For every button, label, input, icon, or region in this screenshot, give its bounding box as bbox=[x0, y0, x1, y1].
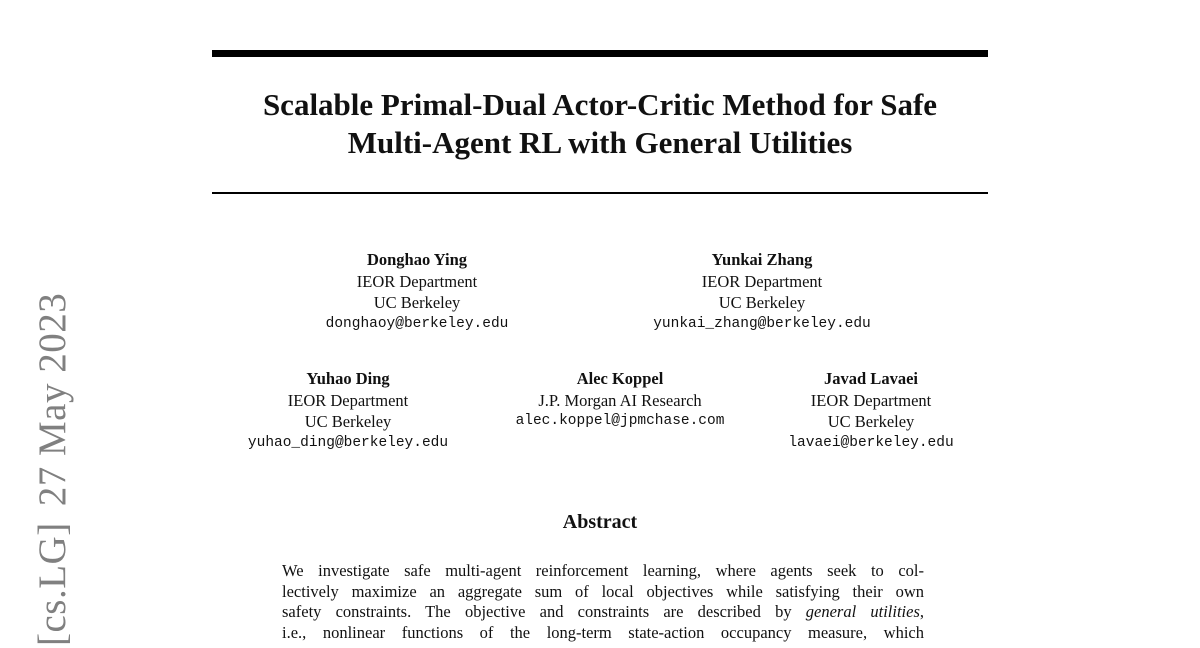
abstract-emphasis: general utilities bbox=[805, 602, 920, 621]
arxiv-date: 27 May 2023 bbox=[31, 292, 74, 507]
author-institution: UC Berkeley bbox=[304, 412, 392, 431]
author-name: Alec Koppel bbox=[576, 369, 664, 388]
abstract-line-tail: , bbox=[919, 602, 925, 621]
abstract-body bbox=[282, 561, 924, 643]
author-department: IEOR Department bbox=[356, 271, 478, 291]
title-bottom-rule bbox=[212, 192, 988, 194]
paper-title bbox=[212, 86, 988, 162]
abstract-line: i.e., nonlinear functions of the long-term state-action occupancy measure, which bbox=[282, 622, 924, 642]
author-name: Javad Lavaei bbox=[824, 369, 918, 388]
author-block bbox=[326, 249, 509, 335]
author-email: lavaei@berkeley.edu bbox=[788, 434, 954, 451]
author-name: Donghao Ying bbox=[366, 250, 468, 269]
author-name: Yuhao Ding bbox=[306, 369, 390, 388]
paper-title-line-2: Multi-Agent RL with General Utilities bbox=[347, 125, 853, 160]
abstract-line-text: safety constraints. The objective and constraints are described by bbox=[282, 602, 792, 621]
author-block bbox=[788, 368, 953, 454]
author-department: IEOR Department bbox=[810, 390, 932, 410]
author-department: IEOR Department bbox=[287, 390, 409, 410]
abstract-line bbox=[282, 602, 924, 623]
author-institution: UC Berkeley bbox=[373, 293, 461, 312]
author-department: IEOR Department bbox=[701, 271, 823, 291]
arxiv-stamp bbox=[33, 293, 73, 646]
author-email: alec.koppel@jpmchase.com bbox=[515, 413, 725, 429]
author-institution: UC Berkeley bbox=[827, 412, 915, 431]
abstract-line: We investigate safe multi-agent reinforcement learning, where agents seek to col- bbox=[282, 561, 924, 580]
author-email: donghaoy@berkeley.edu bbox=[325, 315, 509, 332]
author-email: yunkai_zhang@berkeley.edu bbox=[653, 315, 871, 332]
paper-title-line-1: Scalable Primal-Dual Actor-Critic Method for Safe bbox=[262, 87, 938, 122]
author-name: Yunkai Zhang bbox=[711, 250, 813, 269]
arxiv-category: [cs.LG] bbox=[31, 522, 74, 646]
author-block bbox=[248, 368, 448, 454]
author-email: yuhao_ding@berkeley.edu bbox=[247, 434, 449, 451]
author-department: J.P. Morgan AI Research bbox=[538, 390, 702, 410]
author-block bbox=[653, 249, 871, 335]
abstract-line: lectively maximize an aggregate sum of local objectives while satisfying their own bbox=[282, 581, 924, 601]
author-institution: UC Berkeley bbox=[718, 293, 806, 312]
top-rule bbox=[212, 50, 988, 57]
abstract-heading: Abstract bbox=[562, 511, 638, 533]
author-block bbox=[516, 368, 725, 433]
